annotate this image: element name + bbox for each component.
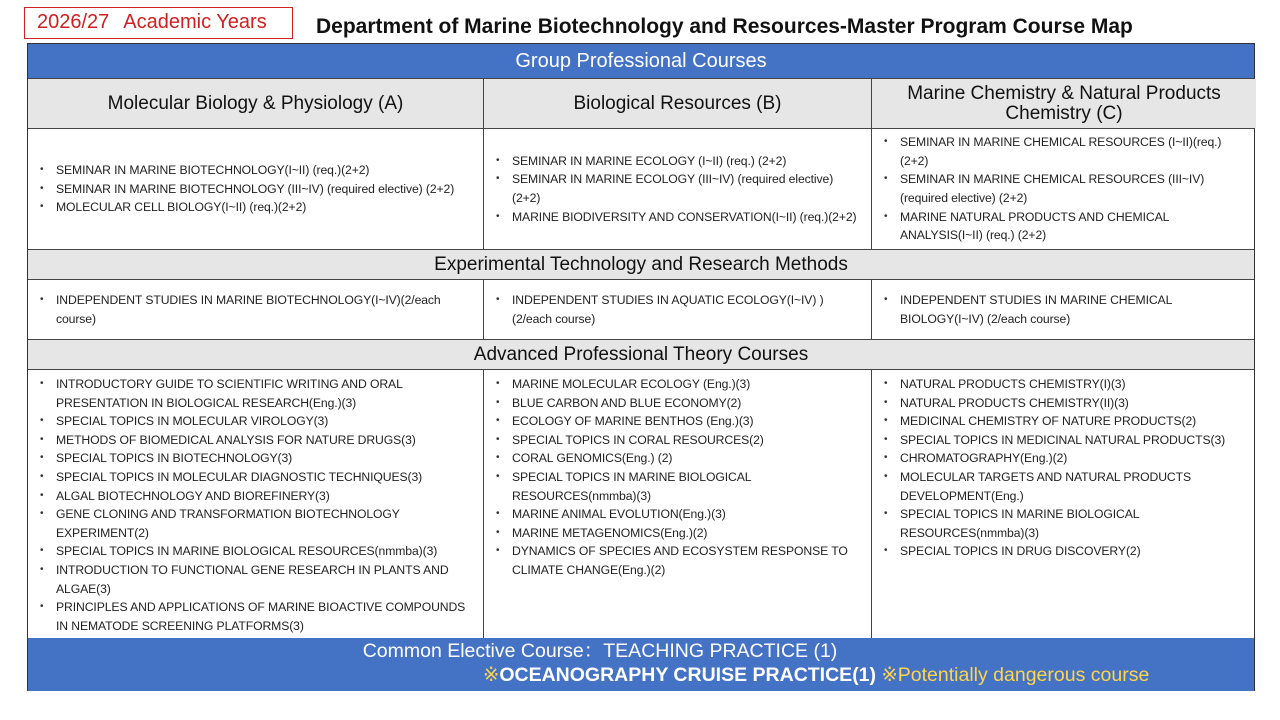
course-item: • SPECIAL TOPICS IN MOLECULAR VIROLOGY(3) — [38, 412, 475, 431]
course-item: • ECOLOGY OF MARINE BENTHOS (Eng.)(3) — [494, 412, 863, 431]
group-courses-c — [872, 129, 1256, 249]
course-list — [882, 375, 1248, 561]
experimental-courses-c — [872, 280, 1256, 339]
academic-year-box — [24, 7, 293, 39]
cruise-practice-course: OCEANOGRAPHY CRUISE PRACTICE(1) — [499, 664, 877, 686]
course-list — [494, 152, 863, 226]
course-list — [38, 375, 475, 635]
course-item: • SPECIAL TOPICS IN MARINE BIOLOGICAL RESOURCES(nmmba)(3) — [882, 505, 1248, 542]
course-item: • SEMINAR IN MARINE CHEMICAL RESOURCES (III~IV) (required elective) (2+2) — [882, 170, 1248, 207]
course-list — [38, 291, 475, 328]
column-header-a: Molecular Biology & Physiology (A) — [28, 79, 484, 128]
course-item: • SEMINAR IN MARINE BIOTECHNOLOGY(I~II) (req.)(2+2) — [38, 161, 475, 180]
course-item: • CORAL GENOMICS(Eng.) (2) — [494, 449, 863, 468]
advanced-courses-c — [872, 370, 1256, 638]
experimental-courses-row — [28, 280, 1254, 340]
advanced-theory-header: Advanced Professional Theory Courses — [28, 340, 1254, 370]
course-item: • SPECIAL TOPICS IN MARINE BIOLOGICAL RESOURCES(nmmba)(3) — [38, 542, 475, 561]
course-list — [38, 161, 475, 217]
course-item: • INDEPENDENT STUDIES IN MARINE CHEMICAL BIOLOGY(I~IV) (2/each course) — [882, 291, 1248, 328]
dangerous-course-note: ※Potentially dangerous course — [881, 664, 1150, 686]
course-list — [494, 375, 863, 580]
course-item: • PRINCIPLES AND APPLICATIONS OF MARINE BIOACTIVE COMPOUNDS IN NEMATODE SCREENING PLATFORMS(3) — [38, 598, 475, 635]
academic-year: 2026/27 — [37, 11, 110, 33]
course-item: • INDEPENDENT STUDIES IN MARINE BIOTECHNOLOGY(I~IV)(2/each course) — [38, 291, 475, 328]
course-item: • SEMINAR IN MARINE BIOTECHNOLOGY (III~IV) (required elective) (2+2) — [38, 180, 475, 199]
course-item: • INDEPENDENT STUDIES IN AQUATIC ECOLOGY(I~IV) )(2/each course) — [494, 291, 863, 328]
column-header-c: Marine Chemistry & Natural Products Chemistry (C) — [872, 79, 1256, 128]
course-item: • SPECIAL TOPICS IN BIOTECHNOLOGY(3) — [38, 449, 475, 468]
course-item: • MEDICINAL CHEMISTRY OF NATURE PRODUCTS(2) — [882, 412, 1248, 431]
course-item: • MARINE BIODIVERSITY AND CONSERVATION(I~II) (req.)(2+2) — [494, 208, 863, 227]
course-item: • MARINE NATURAL PRODUCTS AND CHEMICAL ANALYSIS(I~II) (req.) (2+2) — [882, 208, 1248, 245]
course-item: • METHODS OF BIOMEDICAL ANALYSIS FOR NATURE DRUGS(3) — [38, 431, 475, 450]
common-elective-course: Common Elective Course：TEACHING PRACTICE (1) — [362, 640, 838, 662]
group-courses-b — [484, 129, 872, 249]
course-item: • BLUE CARBON AND BLUE ECONOMY(2) — [494, 394, 863, 413]
course-item: • INTRODUCTION TO FUNCTIONAL GENE RESEARCH IN PLANTS AND ALGAE(3) — [38, 561, 475, 598]
column-header-b: Biological Resources (B) — [484, 79, 872, 128]
course-list — [494, 291, 863, 328]
group-courses-header: Group Professional Courses — [28, 44, 1254, 79]
course-item: • MARINE METAGENOMICS(Eng.)(2) — [494, 524, 863, 543]
course-map-table — [27, 43, 1255, 691]
academic-year-label: Academic Years — [123, 11, 267, 33]
course-item: • NATURAL PRODUCTS CHEMISTRY(II)(3) — [882, 394, 1248, 413]
page-title: Department of Marine Biotechnology and Resources-Master Program Course Map — [316, 15, 1133, 38]
common-elective-footer — [28, 638, 1254, 691]
course-item: • SPECIAL TOPICS IN MARINE BIOLOGICAL RESOURCES(nmmba)(3) — [494, 468, 863, 505]
group-courses-row — [28, 129, 1254, 250]
course-item: • SPECIAL TOPICS IN MEDICINAL NATURAL PRODUCTS(3) — [882, 431, 1248, 450]
course-item: • GENE CLONING AND TRANSFORMATION BIOTECHNOLOGY EXPERIMENT(2) — [38, 505, 475, 542]
note-mark: ※ — [483, 664, 500, 686]
course-item: • MARINE ANIMAL EVOLUTION(Eng.)(3) — [494, 505, 863, 524]
course-item: • NATURAL PRODUCTS CHEMISTRY(I)(3) — [882, 375, 1248, 394]
advanced-courses-a — [28, 370, 484, 638]
course-item: • SEMINAR IN MARINE CHEMICAL RESOURCES (I~II)(req.) (2+2) — [882, 133, 1248, 170]
experimental-methods-header: Experimental Technology and Research Methods — [28, 250, 1254, 280]
course-item: • MOLECULAR TARGETS AND NATURAL PRODUCTS DEVELOPMENT(Eng.) — [882, 468, 1248, 505]
course-list — [882, 133, 1248, 245]
course-item: • SPECIAL TOPICS IN MOLECULAR DIAGNOSTIC TECHNIQUES(3) — [38, 468, 475, 487]
advanced-courses-b — [484, 370, 872, 638]
group-courses-a — [28, 129, 484, 249]
course-list — [882, 291, 1248, 328]
course-item: • CHROMATOGRAPHY(Eng.)(2) — [882, 449, 1248, 468]
experimental-courses-b — [484, 280, 872, 339]
experimental-courses-a — [28, 280, 484, 339]
cruise-practice-line — [483, 663, 1149, 687]
course-item: • INTRODUCTORY GUIDE TO SCIENTIFIC WRITING AND ORAL PRESENTATION IN BIOLOGICAL RESEARCH(Eng.)(3) — [38, 375, 475, 412]
course-item: • SPECIAL TOPICS IN CORAL RESOURCES(2) — [494, 431, 863, 450]
course-item: • DYNAMICS OF SPECIES AND ECOSYSTEM RESPONSE TO CLIMATE CHANGE(Eng.)(2) — [494, 542, 863, 579]
course-item: • MOLECULAR CELL BIOLOGY(I~II) (req.)(2+2) — [38, 198, 475, 217]
course-item: • MARINE MOLECULAR ECOLOGY (Eng.)(3) — [494, 375, 863, 394]
group-column-headers — [28, 79, 1254, 129]
course-item: • SPECIAL TOPICS IN DRUG DISCOVERY(2) — [882, 542, 1248, 561]
course-item: • SEMINAR IN MARINE ECOLOGY (I~II) (req.) (2+2) — [494, 152, 863, 171]
course-item: • ALGAL BIOTECHNOLOGY AND BIOREFINERY(3) — [38, 487, 475, 506]
course-item: • SEMINAR IN MARINE ECOLOGY (III~IV) (required elective) (2+2) — [494, 170, 863, 207]
advanced-courses-row — [28, 370, 1254, 638]
